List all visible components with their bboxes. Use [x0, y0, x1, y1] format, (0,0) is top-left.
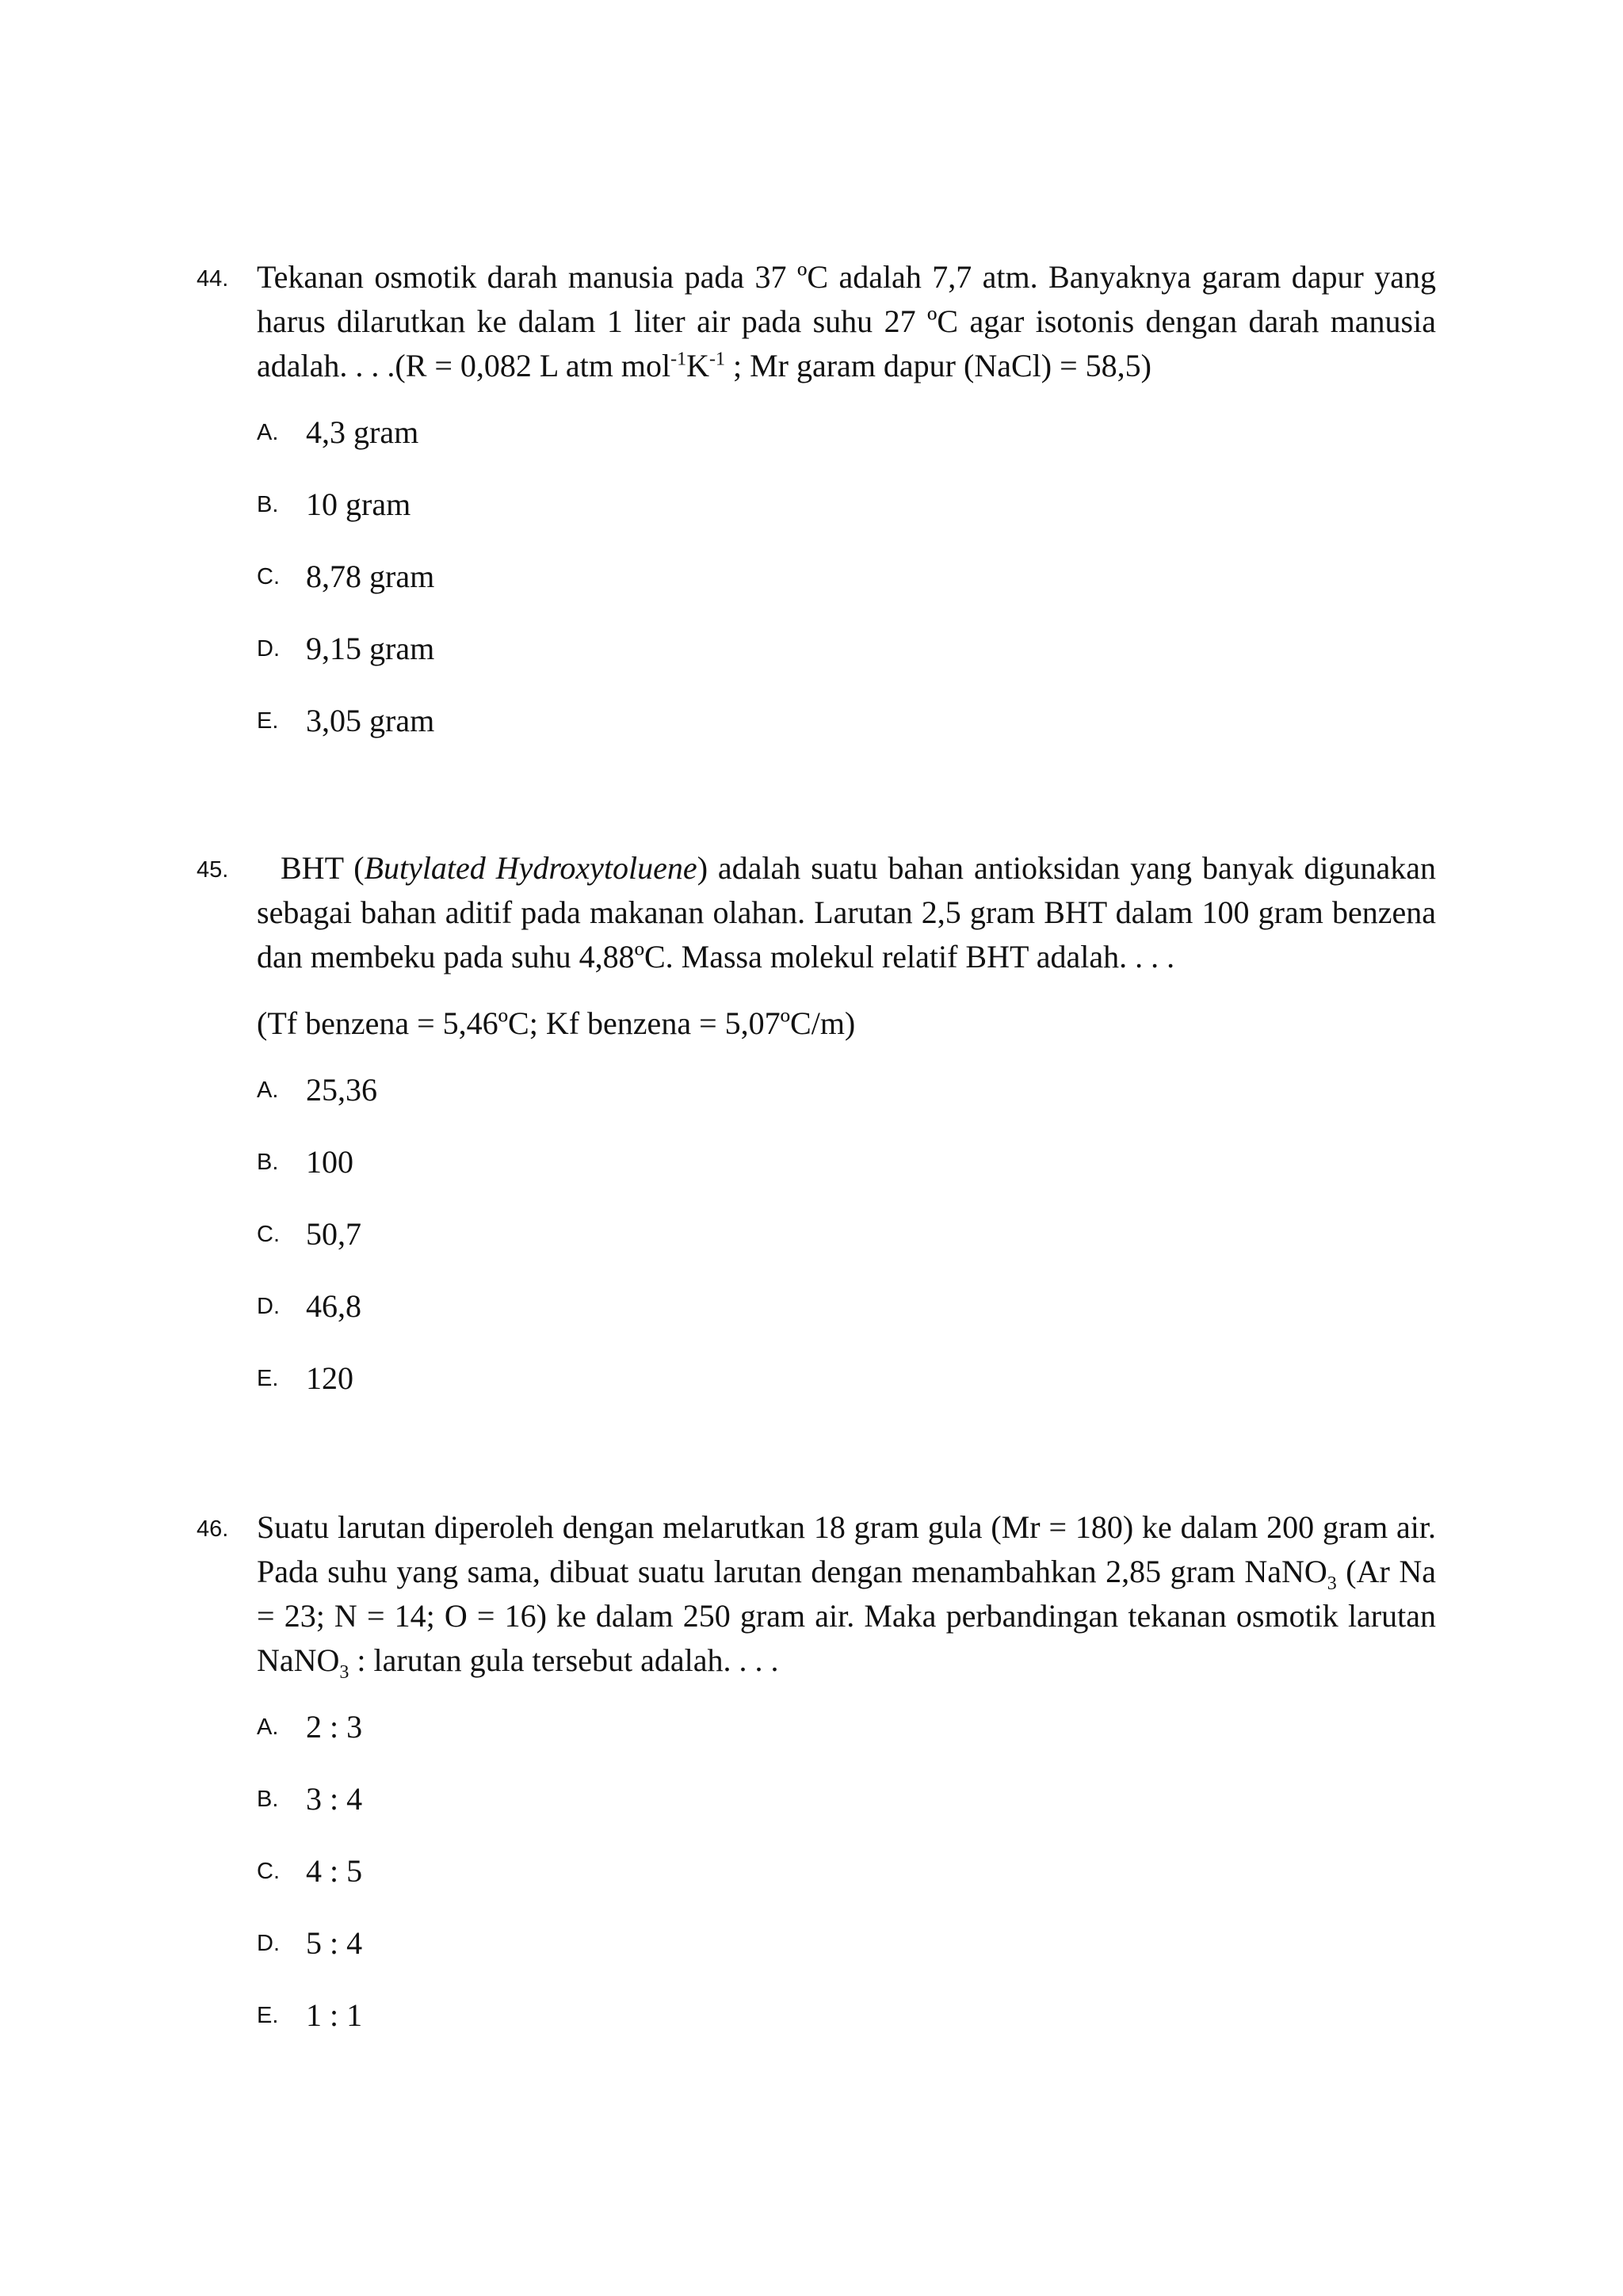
question-text: BHT (Butylated Hydroxytoluene) adalah suatu bahan antioksidan yang banyak digunakan sebagai bahan aditif pada makanan olahan. Larutan 2,5 gram BHT dalam 100 gram benzena dan membeku pada suhu 4,88ºC. Massa molekul relatif BHT adalah. . . .: [257, 850, 1437, 974]
question-number: 44.: [197, 266, 229, 292]
option-letter: E.: [257, 2003, 279, 2028]
option-letter: D.: [257, 636, 280, 662]
superscript: -1: [708, 349, 725, 370]
option-text: 25,36: [306, 1072, 377, 1108]
option-e: [257, 1356, 1436, 1428]
option-letter: C.: [257, 564, 280, 589]
option-e: [257, 699, 1436, 771]
question-text: Tekanan osmotik darah manusia pada 37 ºC adalah 7,7 atm. Banyaknya garam dapur yang harus dilarutkan ke dalam 1 liter air pada suhu 27 ºC agar isotonis dengan darah manusia adalah. . . .(R = 0,082 L atm $mol^{-1}K^{-1}$ ; Mr garam dapur (NaCl) = 58,5): [257, 259, 1436, 383]
option-letter: A.: [257, 1077, 279, 1103]
option-text: 2 : 3: [306, 1709, 363, 1745]
option-b: [257, 1777, 1436, 1849]
subscript: 3: [1327, 1573, 1337, 1594]
option-c: [257, 1212, 1436, 1284]
option-d: [257, 627, 1436, 699]
question-constants: (Tf benzena = 5,46ºC; Kf benzena = 5,07ºC/m): [257, 1005, 856, 1041]
option-text: 50,7: [306, 1216, 361, 1252]
answer-options: [257, 1068, 1436, 1428]
question-number: 45.: [197, 857, 229, 883]
option-letter: D.: [257, 1294, 280, 1319]
question-46: [197, 1505, 1436, 2065]
answer-options: [257, 1705, 1436, 2065]
question-45: [197, 846, 1436, 1428]
option-letter: B.: [257, 492, 279, 517]
option-letter: A.: [257, 420, 279, 445]
option-text: 5 : 4: [306, 1925, 363, 1961]
option-text: 3,05 gram: [306, 703, 435, 738]
option-d: [257, 1284, 1436, 1356]
option-text: 8,78 gram: [306, 559, 435, 594]
option-a: [257, 410, 1436, 482]
option-letter: A.: [257, 1714, 279, 1740]
option-text: 1 : 1: [306, 1997, 363, 2033]
option-e: [257, 1993, 1436, 2065]
option-letter: C.: [257, 1222, 280, 1247]
option-letter: E.: [257, 1366, 279, 1391]
question-text: Suatu larutan diperoleh dengan melarutkan 18 gram gula (Mr = 180) ke dalam 200 gram air. Pada suhu yang sama, dibuat suatu larutan dengan menambahkan 2,85 gram NaNO$_3$ (Ar Na = 23; N = 14; O = 16) ke dalam 250 gram air. Maka perbandingan tekanan osmotik larutan NaNO$_3$ : larutan gula tersebut adalah. . . .: [257, 1509, 1436, 1683]
subscript: 3: [339, 1662, 349, 1683]
option-text: 3 : 4: [306, 1781, 363, 1817]
superscript: -1: [670, 349, 687, 370]
option-letter: B.: [257, 1150, 279, 1175]
option-c: [257, 1849, 1436, 1921]
italic-term: Butylated Hydroxytoluene: [364, 850, 697, 886]
option-letter: C.: [257, 1859, 280, 1884]
answer-options: [257, 410, 1436, 771]
option-b: [257, 482, 1436, 555]
option-text: 4 : 5: [306, 1853, 363, 1889]
question-44: [197, 255, 1436, 771]
option-text: 100: [306, 1144, 353, 1180]
option-text: 4,3 gram: [306, 414, 419, 450]
option-a: [257, 1068, 1436, 1140]
question-number: 46.: [197, 1516, 229, 1542]
option-text: 46,8: [306, 1288, 361, 1324]
option-b: [257, 1140, 1436, 1212]
option-text: 10 gram: [306, 486, 411, 522]
option-text: 9,15 gram: [306, 631, 435, 666]
option-d: [257, 1921, 1436, 1993]
option-letter: B.: [257, 1787, 279, 1812]
option-text: 120: [306, 1360, 353, 1396]
option-letter: E.: [257, 708, 279, 734]
option-letter: D.: [257, 1931, 280, 1956]
option-c: [257, 555, 1436, 627]
option-a: [257, 1705, 1436, 1777]
